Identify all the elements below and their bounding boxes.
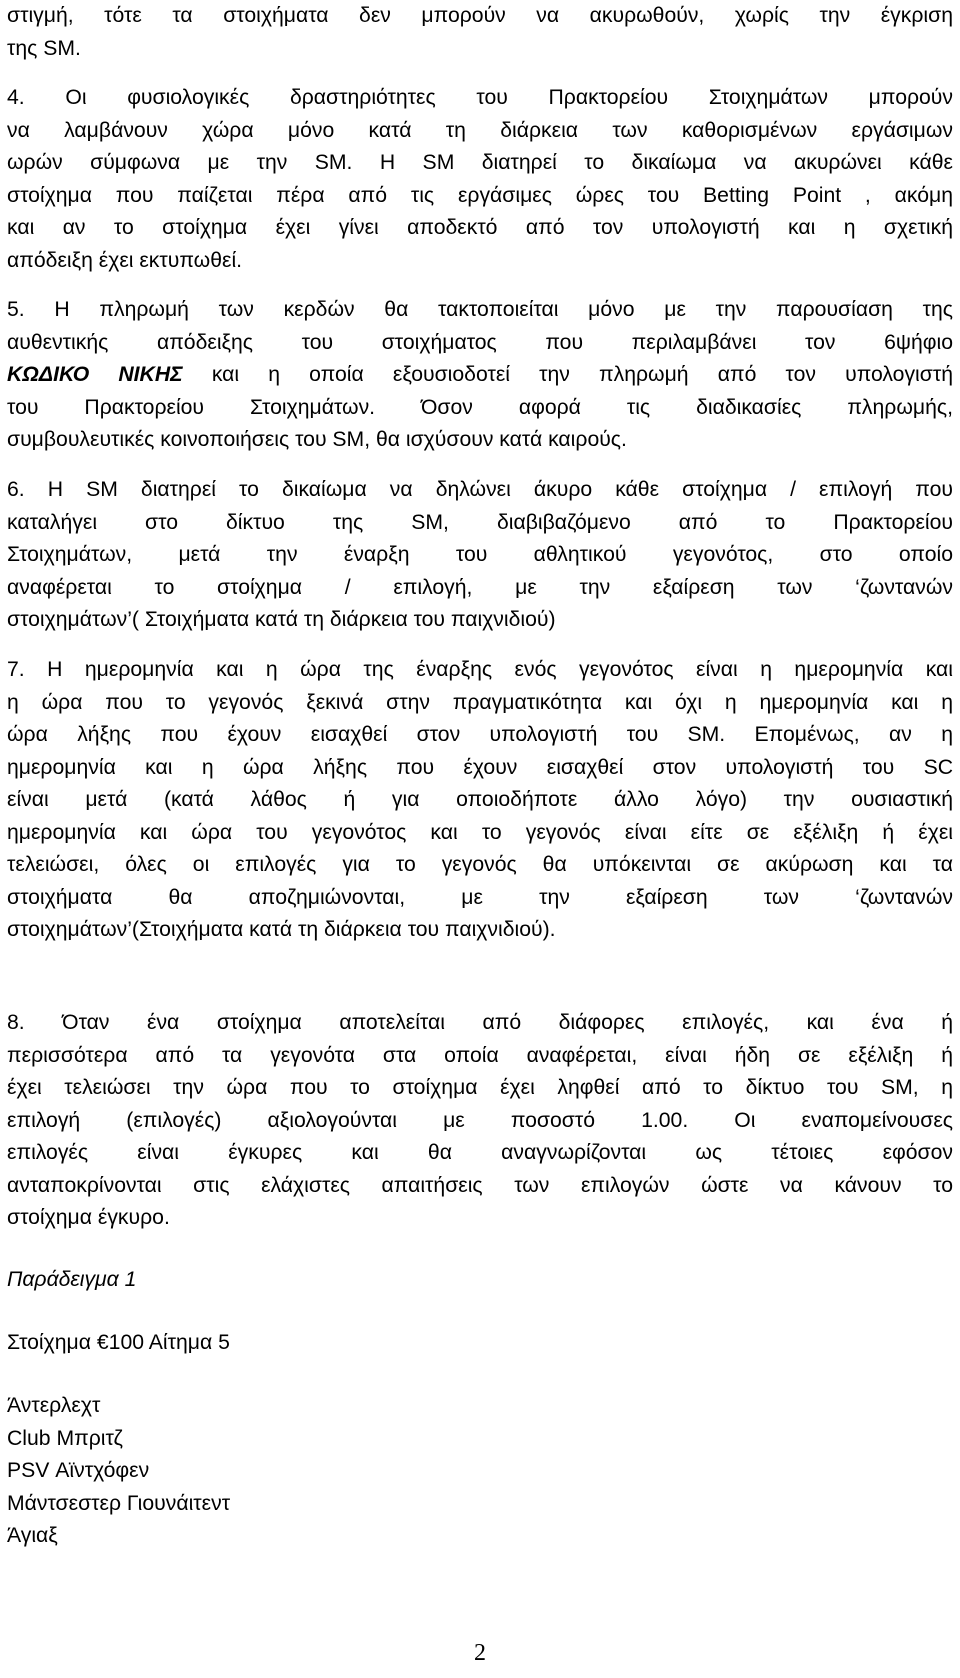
text-line: ημερομηνία και ώρα του γεγονότος και το γεγονός είναι είτε σε εξέλιξη ή έχει	[7, 820, 953, 844]
winning-code-term: ΚΩΔΙΚΟ ΝΙΚΗΣ	[7, 363, 183, 386]
text-line: 7. Η ημερομηνία και η ώρα της έναρξης ενός γεγονότος είναι η ημερομηνία και	[7, 658, 953, 681]
example-team-list	[7, 1390, 230, 1553]
item-5-paragraph	[7, 294, 953, 457]
text-line	[7, 359, 953, 392]
text-line: 6. Η SM διατηρεί το δικαίωμα να δηλώνει άκυρο κάθε στοίχημα / επιλογή που	[7, 478, 953, 501]
team-item: Άγιαξ	[7, 1524, 58, 1547]
text-fragment: και η οποία εξουσιοδοτεί την πληρωμή από τον υπολογιστή	[182, 363, 953, 386]
text-line: στοίχημα που παίζεται πέρα από τις εργάσιμες ώρες του Betting Point , ακόμη	[7, 183, 953, 207]
text-line: επιλογές είναι έγκυρες και θα αναγνωρίζονται ως τέτοιες εφόσον	[7, 1141, 953, 1164]
continuation-paragraph	[7, 0, 953, 65]
text-line: αναφέρεται το στοίχημα / επιλογή, με την εξαίρεση των ‘ζωντανών	[7, 575, 953, 599]
text-line: της SM.	[7, 36, 81, 60]
text-line: στοίχημα έγκυρο.	[7, 1206, 170, 1229]
example-heading: Παράδειγμα 1	[7, 1268, 137, 1291]
text-line: απόδειξη έχει εκτυπωθεί.	[7, 248, 243, 272]
item-4-paragraph	[7, 82, 953, 277]
page-number: 2	[474, 1640, 486, 1666]
team-item: Άντερλεχτ	[7, 1394, 101, 1417]
team-item: Μάντσεστερ Γιουνάιτεντ	[7, 1491, 231, 1515]
team-item: PSV Αϊντχόφεν	[7, 1459, 150, 1482]
item-7-paragraph	[7, 654, 953, 947]
text-line: καταλήγει στο δίκτυο της SM, διαβιβαζόμενο από το Πρακτορείου	[7, 510, 953, 534]
text-line: η ώρα που το γεγονός ξεκινά στην πραγματικότητα και όχι η ημερομηνία και η	[7, 690, 953, 714]
text-line: ημερομηνία και η ώρα λήξης που έχουν εισαχθεί στον υπολογιστή του SC	[7, 755, 953, 779]
text-line: τελειώσει, όλες οι επιλογές για το γεγονός θα υπόκεινται σε ακύρωση και τα	[7, 853, 953, 876]
text-line: στοιχημάτων’(Στοιχήματα κατά τη διάρκεια του παιχνιδιού).	[7, 918, 556, 941]
text-line: αυθεντικής απόδειξης του στοιχήματος που περιλαμβάνει τον 6ψήφιο	[7, 330, 953, 354]
text-line: είναι μετά (κατά λάθος ή για οποιοδήποτε άλλο λόγο) την ουσιαστική	[7, 788, 953, 811]
text-line: ανταποκρίνονται στις ελάχιστες απαιτήσεις των επιλογών ώστε να κάνουν το	[7, 1173, 953, 1197]
item-6-paragraph	[7, 474, 953, 637]
text-line: στιγμή, τότε τα στοιχήματα δεν μπορούν να ακυρωθούν, χωρίς την έγκριση	[7, 4, 953, 27]
text-line: συμβουλευτικές κοινοποιήσεις του SM, θα ισχύσουν κατά καιρούς.	[7, 428, 627, 451]
text-line: 4. Οι φυσιολογικές δραστηριότητες του Πρακτορείου Στοιχημάτων μπορούν	[7, 86, 953, 109]
item-8-paragraph	[7, 1007, 953, 1235]
text-line: στοιχήματα θα αποζημιώνονται, με την εξαίρεση των ‘ζωντανών	[7, 885, 953, 909]
text-line: 5. Η πληρωμή των κερδών θα τακτοποιείται μόνο με την παρουσίαση της	[7, 298, 953, 321]
text-line: επιλογή (επιλογές) αξιολογούνται με ποσοστό 1.00. Οι εναπομείνουσες	[7, 1108, 953, 1132]
text-line: στοιχημάτων’( Στοιχήματα κατά τη διάρκεια του παιχνιδιού)	[7, 608, 556, 631]
text-line: Στοιχημάτων, μετά την έναρξη του αθλητικού γεγονότος, στο οποίο	[7, 543, 953, 566]
text-line: και αν το στοίχημα έχει γίνει αποδεκτό από τον υπολογιστή και η σχετική	[7, 216, 953, 239]
text-line: να λαμβάνουν χώρα μόνο κατά τη διάρκεια των καθορισμένων εργάσιμων	[7, 118, 953, 142]
text-line: ωρών σύμφωνα με την SM. Η SM διατηρεί το δικαίωμα να ακυρώνει κάθε	[7, 151, 953, 174]
text-line: ώρα λήξης που έχουν εισαχθεί στον υπολογιστή του SM. Επομένως, αν η	[7, 723, 953, 746]
example-stake-line: Στοίχημα €100 Αίτημα 5	[7, 1331, 230, 1354]
text-line: έχει τελειώσει την ώρα που το στοίχημα έχει ληφθεί από το δίκτυο του SM, η	[7, 1076, 953, 1099]
text-line: περισσότερα από τα γεγονότα στα οποία αναφέρεται, είναι ήδη σε εξέλιξη ή	[7, 1043, 953, 1067]
text-line: του Πρακτορείου Στοιχημάτων. Όσον αφορά τις διαδικασίες πληρωμής,	[7, 395, 953, 419]
text-line: 8. Όταν ένα στοίχημα αποτελείται από διάφορες επιλογές, και ένα ή	[7, 1011, 953, 1034]
team-item: Club Μπριτζ	[7, 1426, 123, 1450]
